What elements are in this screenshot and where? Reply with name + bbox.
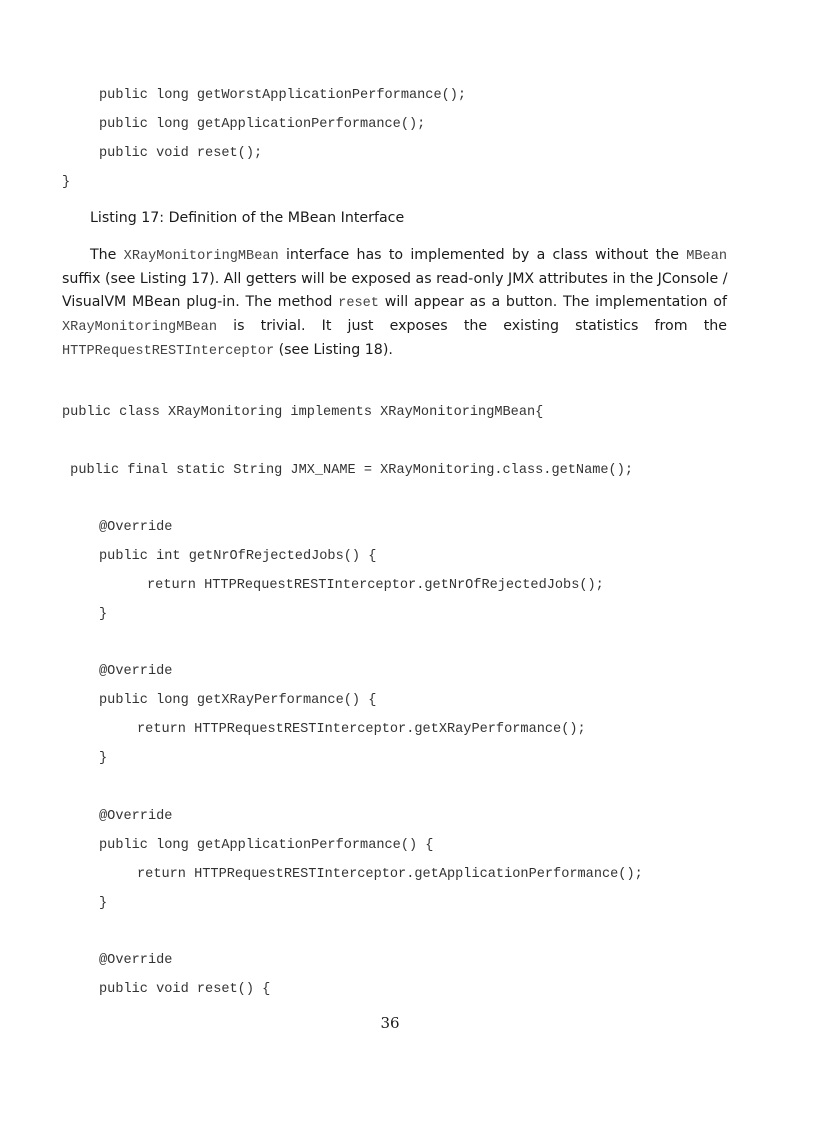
code-line: public long getXRayPerformance() { <box>99 693 377 708</box>
code-line: public void reset(); <box>99 146 263 161</box>
code-line: } <box>62 175 71 190</box>
paragraph-line <box>62 271 727 287</box>
code-line: return HTTPRequestRESTInterceptor.getApplicationPerformance(); <box>137 867 643 882</box>
code-line: @Override <box>99 664 173 679</box>
inline-code: XRayMonitoringMBean <box>62 320 217 335</box>
code-line: return HTTPRequestRESTInterceptor.getNrOfRejectedJobs(); <box>147 578 604 593</box>
code-line: public void reset() { <box>99 982 271 997</box>
paragraph-text: is trivial. It just exposes the existing statistics from the <box>217 318 727 334</box>
code-line: @Override <box>99 520 173 535</box>
paragraph-text: interface has to implemented by a class without the <box>278 247 687 263</box>
paragraph-line <box>62 294 727 312</box>
inline-code: HTTPRequestRESTInterceptor <box>62 344 275 359</box>
paragraph-line <box>62 247 727 265</box>
code-line: public final static String JMX_NAME = XRayMonitoring.class.getName(); <box>62 463 634 478</box>
code-line: public long getApplicationPerformance() { <box>99 838 434 853</box>
paragraph-text: suffix (see Listing 17). All getters will be exposed as read-only JMX attributes in the JConsole / <box>62 271 728 287</box>
code-line: public int getNrOfRejectedJobs() { <box>99 549 377 564</box>
inline-code: reset <box>338 296 379 311</box>
paragraph-line <box>62 318 727 336</box>
code-line: } <box>99 751 108 766</box>
code-line: } <box>99 607 108 622</box>
paragraph-line <box>62 342 727 360</box>
page-number: 36 <box>380 1014 400 1032</box>
paragraph-text: will appear as a button. The implementation of <box>378 294 727 310</box>
paragraph-text: VisualVM MBean plug-in. The method <box>62 294 339 310</box>
code-line: public long getWorstApplicationPerformance(); <box>99 88 467 103</box>
code-line: } <box>99 896 108 911</box>
inline-code: MBean <box>686 249 728 264</box>
paragraph-text: (see Listing 18). <box>274 342 393 358</box>
paragraph-text: The <box>90 247 124 263</box>
listing-caption: Listing 17: Definition of the MBean Interface <box>90 210 405 226</box>
code-line: public long getApplicationPerformance(); <box>99 117 426 132</box>
code-line: @Override <box>99 809 173 824</box>
inline-code: XRayMonitoringMBean <box>123 249 279 264</box>
code-line: public class XRayMonitoring implements XRayMonitoringMBean{ <box>62 405 544 420</box>
code-line: @Override <box>99 953 173 968</box>
code-line: return HTTPRequestRESTInterceptor.getXRayPerformance(); <box>137 722 586 737</box>
